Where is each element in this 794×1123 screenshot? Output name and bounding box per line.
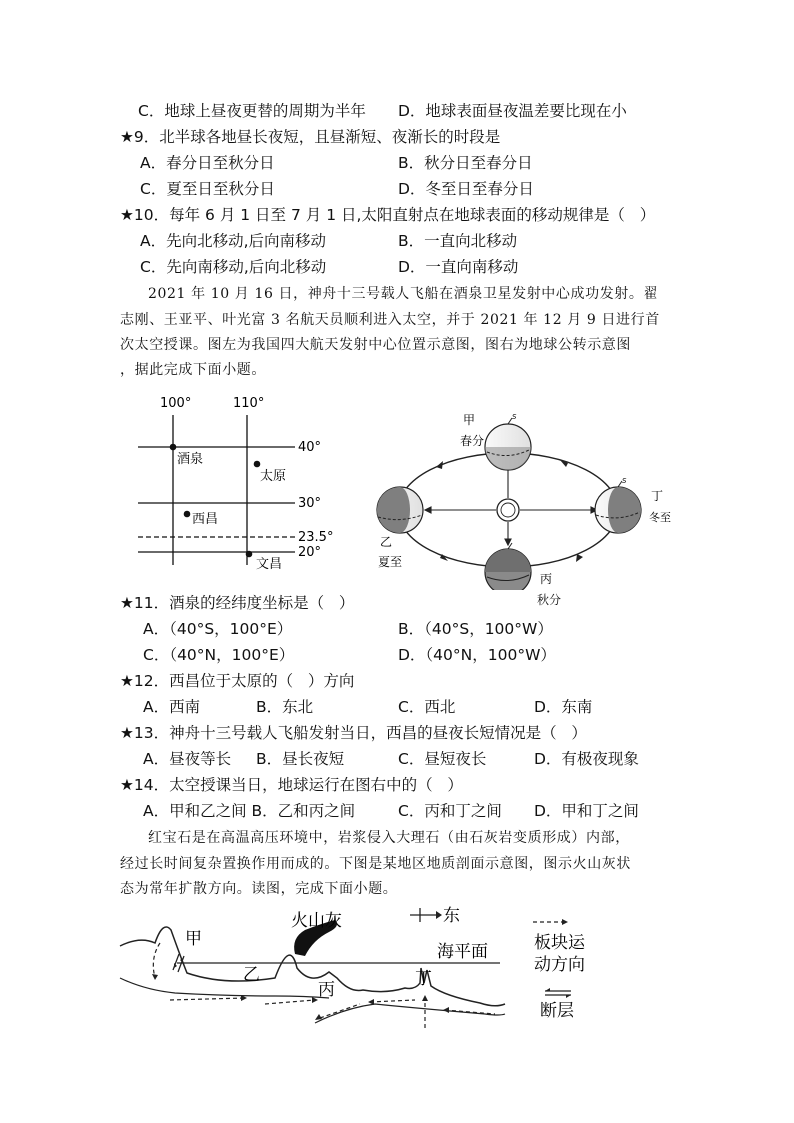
taiyuan-label: 太原 [260,469,287,484]
xichang-label: 西昌 [192,512,219,527]
earth-yi [377,487,423,533]
question-13: ★13．神舟十三号载人飞船发射当日，西昌的昼夜长短情况是（ ） [120,724,587,742]
q9-option-d: D．冬至日至春分日 [398,180,534,198]
legend-plate-line-2: 动方向 [534,955,585,975]
earth-orbit-diagram [368,405,688,590]
q14-option-c: C．丙和丁之间 [398,802,502,820]
q12-option-b: B．东北 [256,698,314,716]
question-10: ★10．每年 6 月 1 日至 7 月 1 日,太阳直射点在地球表面的移动规律是（ ） [120,206,656,224]
label-ding: 丁 [415,969,432,989]
lon-110-label: 110° [233,396,265,411]
sea-level-label: 海平面 [437,942,488,962]
q14-option-ab: A．甲和乙之间 B．乙和丙之间 [143,802,356,820]
q11-option-a: A．（40°S，100°E） [143,620,293,638]
q10-option-b: B．一直向北移动 [398,232,518,250]
q13-option-d: D．有极夜现象 [534,750,639,768]
svg-text:S: S [512,539,517,547]
svg-text:S: S [622,477,627,485]
orbit-arrow-icon [436,461,443,469]
q13-option-c: C．昼短夜长 [398,750,487,768]
q10-option-d: D．一直向南移动 [398,258,519,276]
volcanic-ash-label: 火山灰 [291,911,342,931]
lat-40-label: 40° [298,440,322,455]
question-12: ★12．西昌位于太原的（ ）方向 [120,672,355,690]
q13-option-a: A．昼夜等长 [143,750,232,768]
label-ding: 丁 [651,489,664,503]
jiuquan-dot [170,444,177,451]
passage-1-line-1: 2021 年 10 月 16 日，神舟十三号载人飞船在酒泉卫星发射中心成功发射。翟 [148,286,659,302]
east-label: 东 [443,906,460,926]
launch-center-map [130,390,340,580]
label-yi: 乙 [243,965,260,985]
taiyuan-dot [254,461,261,468]
legend-fault-icon [545,988,571,998]
lat-30-label: 30° [298,496,322,511]
passage-2-line-2: 经过长时间复杂置换作用而成的。下图是某地区地质剖面示意图，图示火山灰状 [120,856,631,872]
sun-icon [497,499,519,521]
wenchang-dot [246,551,253,558]
q13-option-b: B．昼长夜短 [256,750,345,768]
label-jia: 甲 [463,413,476,427]
q9-option-b: B．秋分日至春分日 [398,154,533,172]
passage-1-line-3: 次太空授课。图左为我国四大航天发射中心位置示意图，图右为地球公转示意图 [120,337,631,353]
label-bing: 丙 [318,980,335,1000]
lon-100-label: 100° [160,396,192,411]
geologic-profile [115,898,615,1028]
q11-option-d: D．（40°N，100°W） [398,646,556,664]
earth-jia [485,413,531,470]
q10-option-c: C．先向南移动,后向北移动 [140,258,327,276]
earth-bing [485,539,531,590]
q11-option-c: C．（40°N，100°E） [143,646,295,664]
wenchang-label: 文昌 [256,557,283,572]
jiuquan-label: 酒泉 [177,452,204,467]
label-dongzhi: 冬至 [649,511,671,524]
passage-1-line-2: 志刚、王亚平、叶光富 3 名航天员顺利进入太空，并于 2021 年 12 月 9 日进行首 [120,312,660,328]
q12-option-a: A．西南 [143,698,201,716]
q9-option-a: A．春分日至秋分日 [140,154,275,172]
q14-option-d: D．甲和丁之间 [534,802,639,820]
q11-option-b: B．（40°S，100°W） [398,620,553,638]
q9-option-c: C．夏至日至秋分日 [140,180,275,198]
label-xiazhi: 夏至 [378,555,403,569]
q8-option-d: D．地球表面昼夜温差要比现在小 [398,102,627,120]
lat-23-5-label: 23.5° [298,530,334,545]
q12-option-c: C．西北 [398,698,456,716]
question-9: ★9．北半球各地昼长夜短，且昼渐短、夜渐长的时段是 [120,128,501,146]
svg-text:S: S [512,413,517,421]
q10-option-a: A．先向北移动,后向南移动 [140,232,327,250]
xichang-dot [184,511,191,518]
passage-1-line-4: ，据此完成下面小题。 [120,362,266,378]
label-jia: 甲 [185,929,202,949]
label-chunfen: 春分 [460,434,485,448]
q8-option-c: C．地球上昼夜更替的周期为半年 [138,102,366,120]
label-qiufen: 秋分 [537,593,562,607]
legend-plate-line-1: 板块运 [534,933,585,953]
lat-20-label: 20° [298,545,322,560]
orbit-arrow-icon [576,554,583,562]
passage-2-line-3: 态为常年扩散方向。读图，完成下面小题。 [120,881,398,897]
question-11: ★11．酒泉的经纬度坐标是（ ） [120,594,355,612]
legend-fault-label: 断层 [540,1001,574,1021]
label-yi: 乙 [380,535,393,549]
question-14: ★14．太空授课当日，地球运行在图右中的（ ） [120,776,463,794]
earth-ding [595,477,641,533]
q12-option-d: D．东南 [534,698,593,716]
legend-plate-motion [533,919,568,925]
label-bing: 丙 [540,572,553,586]
passage-2-line-1: 红宝石是在高温高压环境中，岩浆侵入大理石（由石灰岩变质形成）内部， [148,830,630,846]
